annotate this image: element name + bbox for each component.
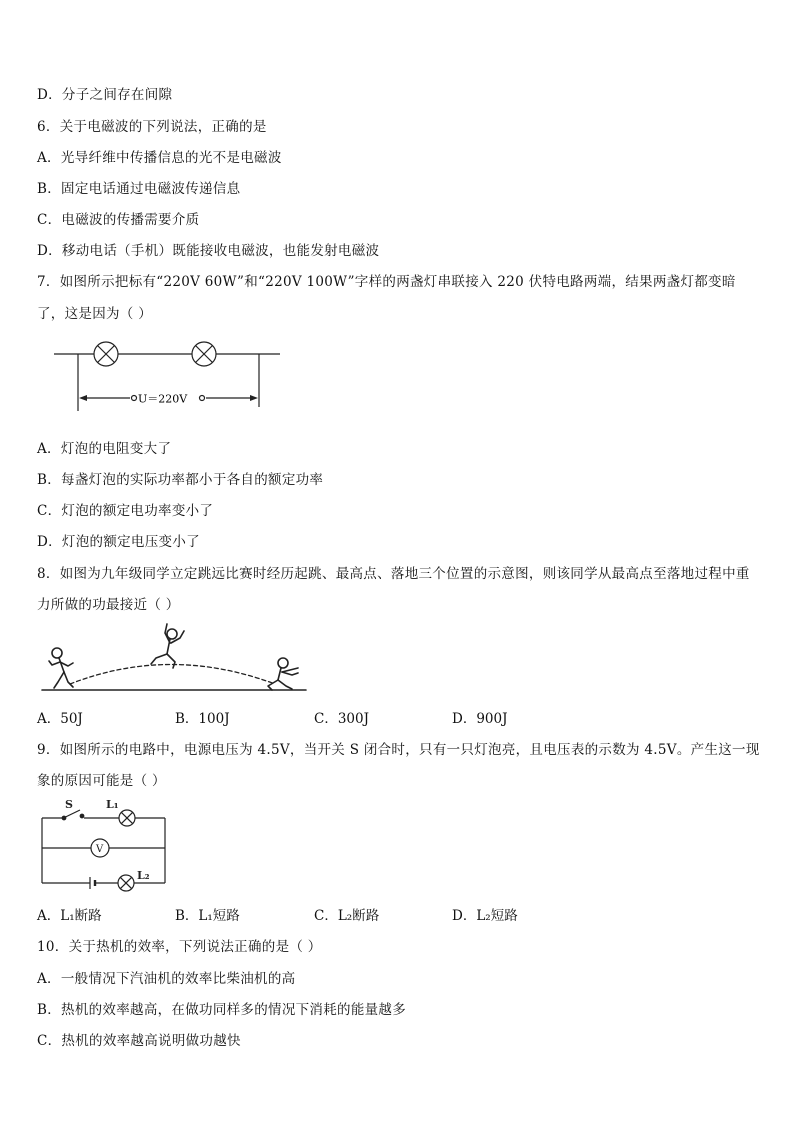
battery-icon: [90, 877, 95, 889]
q10-option-b: B．热机的效率越高，在做功同样多的情况下消耗的能量越多: [37, 1002, 407, 1018]
q7-option-b: B．每盏灯泡的实际功率都小于各自的额定功率: [37, 472, 324, 488]
q8-option-c: C．300J: [314, 711, 370, 727]
q7-option-c: C．灯泡的额定电功率变小了: [37, 503, 214, 519]
switch-s-label: S: [65, 798, 73, 811]
q7-stem-line2: 了，这是因为（ ）: [37, 306, 152, 322]
q7-stem-line1: 7．如图所示把标有“220V 60W”和“220V 100W”字样的两盏灯串联接入 220 伏特电路两端，结果两盏灯都变暗: [37, 274, 736, 290]
lamp-l1-label: L₁: [106, 798, 119, 811]
q7-option-a: A．灯泡的电阻变大了: [37, 441, 172, 457]
q8-stem-line2: 力所做的功最接近（ ）: [37, 597, 180, 613]
q9-option-b: B．L₁短路: [175, 908, 240, 924]
q8-option-b: B．100J: [175, 711, 230, 727]
voltmeter-label: V: [96, 844, 104, 855]
q6-option-d: D．移动电话（手机）既能接收电磁波，也能发射电磁波: [37, 243, 380, 259]
q8-option-d: D．900J: [452, 711, 508, 727]
q9-circuit-figure: [38, 797, 173, 897]
q6-option-a: A．光导纤维中传播信息的光不是电磁波: [37, 150, 282, 166]
q5-option-d: D．分子之间存在间隙: [37, 87, 173, 103]
jumper-takeoff-icon: [49, 648, 73, 688]
jumper-landing-icon: [268, 658, 298, 690]
q6-option-c: C．电磁波的传播需要介质: [37, 212, 200, 228]
q9-stem-line2: 象的原因可能是（ ）: [37, 773, 166, 789]
q9-option-a: A．L₁断路: [37, 908, 102, 924]
q8-stem-line1: 8．如图为九年级同学立定跳远比赛时经历起跳、最高点、落地三个位置的示意图，则该同学从最高点至落地过程中重: [37, 566, 750, 582]
q9-option-c: C．L₂断路: [314, 908, 380, 924]
jumper-highest-point-icon: [151, 624, 184, 668]
switch-s-icon: [66, 810, 81, 817]
q9-option-d: D．L₂短路: [452, 908, 518, 924]
q7-voltage-label: U＝220V: [138, 392, 188, 406]
q9-stem-line1: 9．如图所示的电路中，电源电压为 4.5V，当开关 S 闭合时，只有一只灯泡亮，且电压表的示数为 4.5V。产生这一现: [37, 742, 760, 758]
q10-option-c: C．热机的效率越高说明做功越快: [37, 1033, 241, 1049]
lamp-l2-label: L₂: [137, 869, 150, 882]
q8-option-a: A．50J: [37, 711, 83, 727]
q6-stem: 6．关于电磁波的下列说法，正确的是: [37, 119, 267, 135]
q6-option-b: B．固定电话通过电磁波传递信息: [37, 181, 241, 197]
q10-option-a: A．一般情况下汽油机的效率比柴油机的高: [37, 971, 296, 987]
q7-series-circuit-figure: [50, 335, 290, 415]
q10-stem: 10．关于热机的效率，下列说法正确的是（ ）: [37, 939, 322, 955]
q8-long-jump-figure: [40, 620, 310, 695]
q7-option-d: D．灯泡的额定电压变小了: [37, 534, 200, 550]
